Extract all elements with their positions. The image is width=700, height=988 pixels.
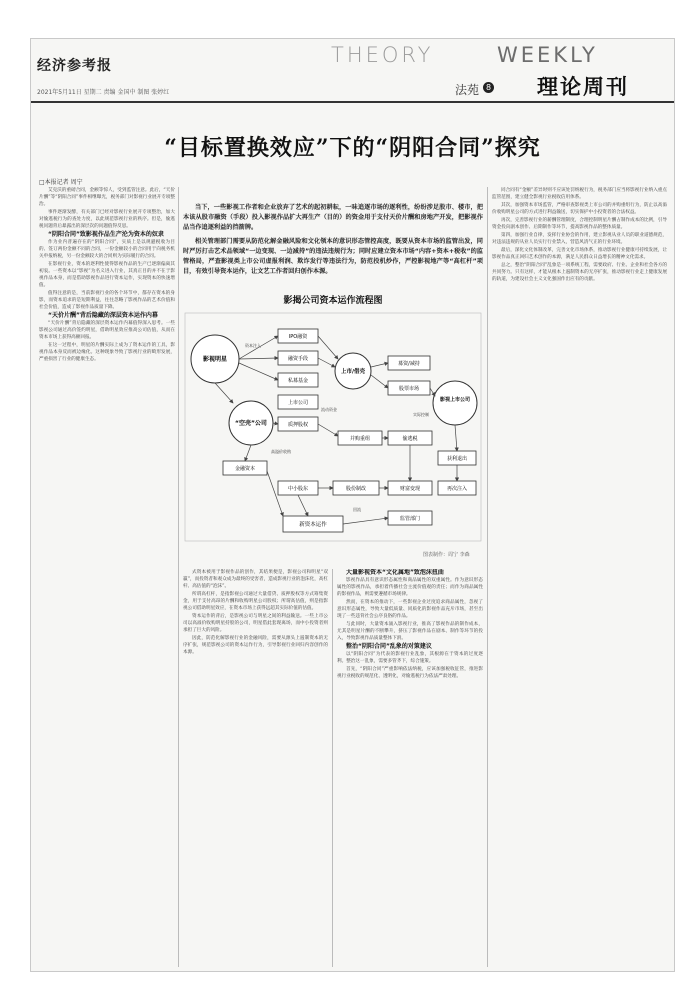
shell-node-label: “空壳”公司	[235, 420, 267, 427]
edge-label: 回流	[353, 507, 361, 512]
column-2	[183, 569, 328, 967]
paragraph: 值得注意的是，当前影视行业的各个环节中，都存在资本的身影，而资本追求的是短期利益，往往忽略了影视作品的艺术价值和社会价值，造成了影视作品质量下降。	[39, 291, 175, 310]
column-1	[39, 187, 175, 967]
paper-logo: 经济参考报	[37, 58, 112, 74]
paragraph: 同合同有“金额”差异时则不应该处罚纳税行为，税务部门应当将影视行业纳入重点监管范围，建立健全影视行业税收信用体系。	[492, 188, 667, 200]
lede-paragraph: 当下，一些影视工作者和企业放弃了艺术的起初耕耘，一味追逐市场的逐利性，纷纷涉足股市、楼市，把本该从股市融资（手段）投入影视作品扩大再生产（目的）的资金用于支付天价片酬和房地产开发，把影视作品当作追逐利益的挡箭牌。	[183, 204, 483, 231]
paragraph: 式资本被用于影视作品的创作，其结果便是，影视公司和明星“双赢”，而投资者和观众成为最终的受害者，造成影视行业的泡沫化，高杠杆、高估值的“泡沫”。	[183, 570, 328, 589]
subheading: 大量影视资本“文化属地”致泡沫扭曲	[346, 569, 444, 576]
edge	[318, 424, 338, 436]
paragraph: 作为业内普遍存在的“阴阳合同”，实质上是以规避税收为目的、签订两份金额不同的合同，一份金额较小的合同用于向税务机关申报纳税，另一份金额较大的合同则为实际履行的合同。	[39, 240, 175, 259]
regulator-node-label: 监管部门	[399, 516, 421, 522]
relisting-node-label: 再次注入	[446, 486, 468, 492]
subheading: 整治“阴阳合同”乱象的对策建议	[346, 643, 432, 650]
headline: “目标置换效应”下的“阴阳合同”探究	[164, 135, 541, 161]
edge	[239, 358, 278, 359]
ipo-node-label: IPO融资	[288, 334, 308, 340]
lede	[183, 203, 483, 281]
paragraph: 所谓高杠杆，是指影视公司通过大量借贷、质押股权等方式筹集资金，用于支付高昂的片酬和收购明星公司股权；所谓高估值，则是指影视公司借助明星效应，在资本市场上获得远超其实际价值的估值。	[183, 592, 328, 611]
edge-label: 流动资金	[321, 407, 337, 412]
edge	[343, 518, 388, 524]
byline: □本报记者 周宁	[39, 179, 83, 186]
paragraph: 因此，防范化解影视行业的金融风险，需要从源头上遏制资本的无序扩张，规范影视公司的资本运作行为，引导影视行业回归内容创作的本源。	[183, 636, 328, 655]
weekly-wordmark: WEEKLY	[497, 43, 598, 67]
capital-flow-diagram	[183, 293, 483, 563]
edge	[318, 358, 335, 367]
edge	[245, 445, 251, 461]
mixed-ownership-node-label: 股份制改	[345, 486, 367, 492]
financial-capital-node-label: 金融资本	[234, 466, 256, 472]
paragraph: 最后，深化文化体制改革，完善文化市场体系，推动影视行业健康可持续发展，让影视作品真正回归艺术创作的本源，满足人民群众日益增长的精神文化需求。	[492, 248, 667, 260]
lede-paragraph: 相关管理部门需要从防范化解金融风险和文化领本的意识形态管控高度，既要从资本市场的监管出发，同时严厉打击艺术品领域“一边变现、一边减持”的违法违规行为；同时应建立资本市场“内容+资本+税收”的监管格局，严查影视类上市公司虚报利润、欺诈发行等违法行为，防范投机炒作，严控影视地产等“高杠杆”项目，有效引导资本运作，让文艺工作者回归创作本源。	[183, 238, 483, 275]
edge	[239, 363, 278, 380]
edge	[318, 336, 338, 359]
sub-section-label: 法苑	[455, 83, 480, 97]
paragraph: 在这一过程中，明星的片酬实际上成为了资本运作的工具，影视作品本身反而被边缘化。这种现象导致了影视行业的畸形发展，严重损害了行业的健康生态。	[39, 343, 175, 362]
paragraph: 影视作品具有意识形态属性和商品属性的双重属性。作为意识形态属性的影视作品，承担着传播社会主流价值观的责任；而作为商品属性的影视作品，则需要遵循市场规律。	[337, 578, 483, 597]
diagram-canvas	[183, 311, 483, 561]
diagram-credit: 图表制作：周宁 李森	[423, 552, 470, 558]
column-divider	[178, 187, 179, 967]
shareholders-node-label: 中小股东	[287, 486, 309, 492]
edge	[298, 495, 308, 516]
edge	[215, 383, 233, 403]
listing-node-label: 上市/借壳	[340, 369, 366, 375]
column-divider	[332, 569, 333, 967]
column-3	[337, 569, 483, 967]
wealth-sale-node-label: 财富变现	[399, 486, 421, 492]
issue-line: 2021年5月11日 星期二 责编 金国中 制图 张婷红	[37, 89, 170, 96]
pledge-node-label: 质押股权	[287, 422, 309, 428]
edge-label: 高溢价收购	[271, 449, 291, 454]
listed-corp-node-label: 影视上市公司	[439, 397, 471, 403]
header-rule	[31, 101, 674, 103]
paragraph: 艾克沃的重磅合同，金额等惊人，受到监管注意。此后，“天价片酬”等“阴阳合同”事件相继曝光，税务部门对影视行业展开专项整治。	[39, 188, 175, 207]
paragraph: 以“阴阳合同”为代表的影视行业乱象，其根源在于资本的过度逐利。整治这一乱象，需要多管齐下，综合施策。	[337, 652, 483, 664]
paragraph: 事件逐渐发酵，有关部门已经对影视行业展开专项整治，加大对偷逃税行为的查处力度，以此规范影视行业的秩序。但是，偷逃税问题背后暴露出的深层次的问题值得反思。	[39, 210, 175, 229]
paragraph: 在影视行业，资本的逐利性使得影视作品的生产已逐渐偏离其初衷。一些资本以“影视”为名义进入行业，其真正目的并不在于影视作品本身，而是借助影视作品进行资本运作，实现资本的快速增值。	[39, 262, 175, 288]
edge	[430, 388, 435, 396]
stock-market-node-label: 股票市场	[398, 386, 420, 392]
listed-company-node-label: 上市公司	[287, 400, 309, 406]
paragraph: 然而，在资本的推动下，一些影视企业过度追求商品属性，忽视了意识形态属性，导致大量低质量、同质化的影视作品充斥市场，甚至出现了一些违背社会公序良俗的作品。	[337, 600, 483, 619]
edge	[371, 363, 388, 367]
paragraph: 再次，完善影视行业的薪酬管理制度，合理控制明星片酬占制作成本的比例，引导资金投向剧本创作、后期制作等环节，提高影视作品的整体质量。	[492, 218, 667, 230]
edge	[273, 423, 278, 424]
subheading: “天价片酬”背后隐藏的深层资本运作内幕	[48, 312, 158, 319]
page-number-badge: 8	[483, 82, 494, 93]
paragraph: 与此同时，大量资本涌入影视行业，推高了影视作品的制作成本，尤其是明星片酬的不断攀升，挤压了影视作品在剧本、制作等环节的投入，导致影视作品质量整体下滑。	[337, 622, 483, 641]
newspaper-page	[30, 38, 675, 972]
paragraph: 总之，整治“阴阳合同”乱象是一项系统工程，需要政府、行业、企业和社会各方的共同努力。只有这样，才能从根本上遏制资本的无序扩张，推动影视行业走上健康发展的轨道，为建设社会主义文化强国作出应有的贡献。	[492, 263, 667, 282]
column-4	[492, 187, 667, 967]
edge	[455, 425, 457, 451]
edge	[371, 375, 388, 388]
paragraph: “天价片酬”背后隐藏的深层资本运作内幕值得深入思考。一些影视公司通过高价签约明星，借助明星效应推高公司估值，从而在资本市场上获得高额回报。	[39, 321, 175, 340]
listed-corp-node	[433, 381, 477, 425]
star-node-label: 影视明星	[202, 356, 228, 363]
gain-node-label: 获利退出	[446, 456, 468, 462]
private-equity-node-label: 私募基金	[287, 378, 309, 384]
subheading: “阴阳合同”致影视作品生产沦为资本的奴隶	[48, 231, 164, 238]
masthead	[31, 39, 674, 103]
paragraph: 资本运作的背后，是影视公司与明星之间的利益输送。一些上市公司以高溢价收购明星持股的公司，明星借此套现离场，而中小投资者则承担了巨大的风险。	[183, 614, 328, 633]
section-title: 理论周刊	[537, 75, 629, 99]
tax-evasion-node-label: 偷逃税	[402, 436, 418, 442]
paragraph: 其次，加强资本市场监管，严格审查影视类上市公司的并购重组行为，防止以高溢价收购明星公司的方式进行利益输送，切实保护中小投资者的合法权益。	[492, 203, 667, 215]
theory-wordmark: THEORY	[331, 43, 434, 67]
edge-label: 实际控制	[413, 412, 429, 417]
new-capital-node-label: 新资本运作	[299, 522, 327, 528]
column-divider	[487, 187, 488, 967]
edge-label: 资本注入	[245, 343, 261, 348]
merger-node-label: 并购重组	[349, 436, 371, 442]
financing-node-label: 融资手段	[287, 356, 309, 362]
diagram-title: 影揭公司资本运作流程图	[283, 296, 383, 306]
fundraise-node-label: 募资/减持	[398, 361, 420, 367]
paragraph: 第四，加强行业自律，发挥行业协会的作用，建立影视从业人员的职业道德规范，对违法违规的从业人员实行行业禁入，营造风清气正的行业环境。	[492, 233, 667, 245]
paragraph: 首先，“阴阳合同”严重影响依法纳税，应该加强税收征管，推进影视行业税收的规范化、透明化，对偷逃税行为依法严肃处理。	[337, 667, 483, 679]
